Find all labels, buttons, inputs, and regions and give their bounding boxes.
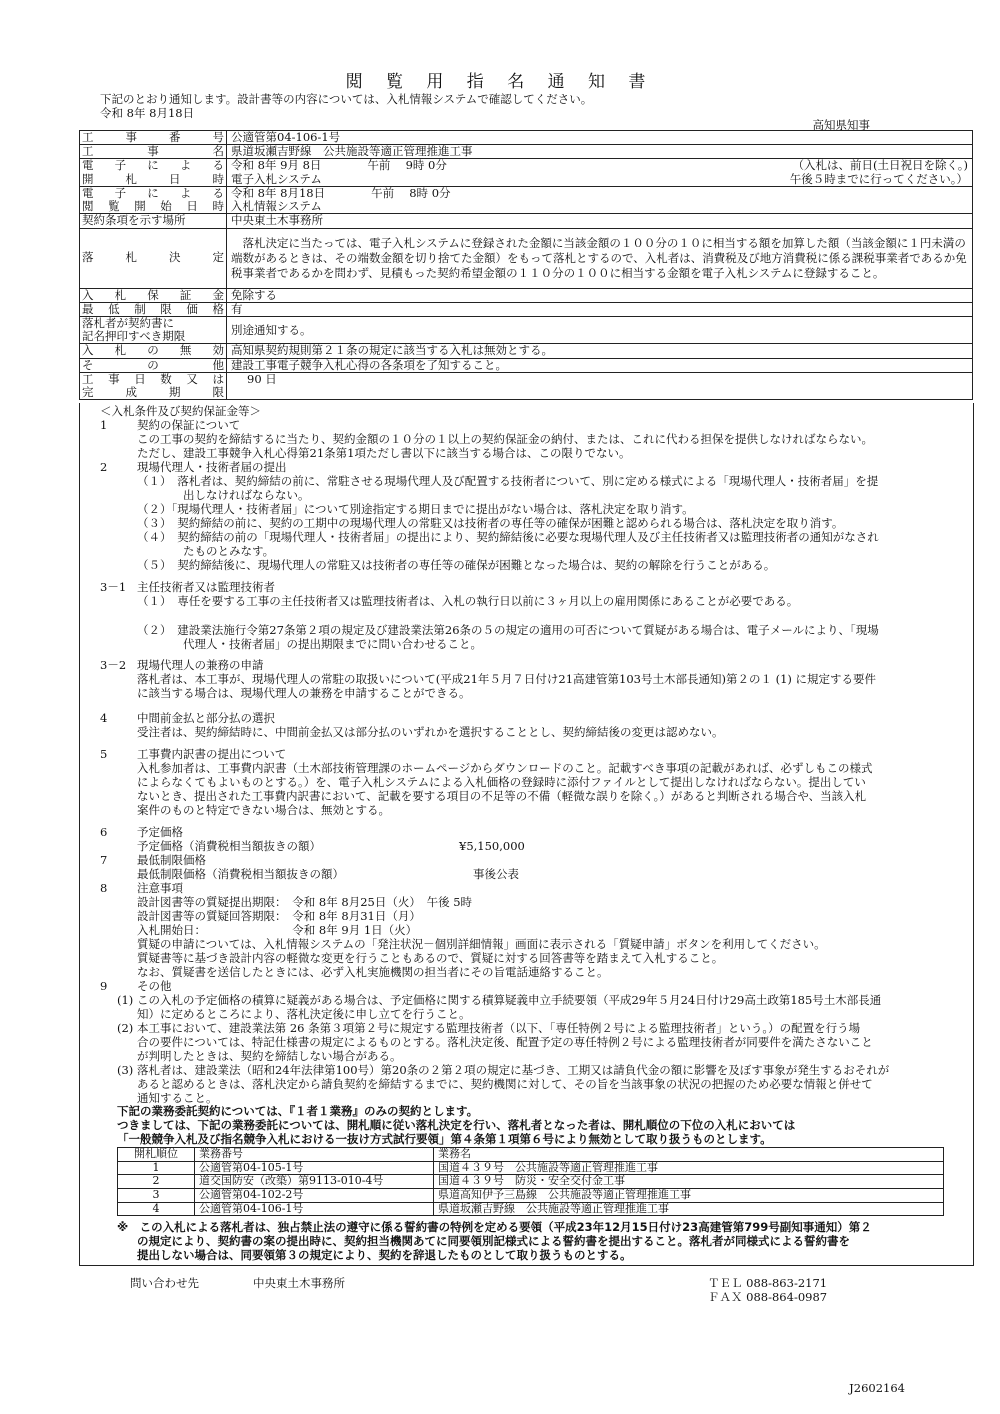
- s6-num: 6: [100, 825, 108, 839]
- label-char: 時: [212, 199, 224, 214]
- s2-item-5: （５） 契約締結後に、現場代理人の常駐又は技術者の専任等の確保が困難となった場合は、契約の解除を行うことがある。: [137, 558, 776, 572]
- name-cell: 国道４３９号 公共施設等適正管理推進工事: [434, 1161, 944, 1175]
- label-char: 覧: [108, 199, 120, 214]
- label-bid-invalid: [80, 344, 227, 358]
- label-char: る: [212, 158, 224, 173]
- th-name: 業務名: [434, 1148, 944, 1162]
- label-work-days: [80, 372, 227, 399]
- bid-invalid: 高知県契約規則第２１条の規定に該当する入札は無効とする。: [227, 344, 973, 358]
- label-char: 札: [114, 343, 127, 358]
- label-char: 証: [179, 287, 192, 302]
- s6-title: 予定価格: [137, 825, 183, 839]
- s5-num: 5: [100, 747, 108, 761]
- s1-num: 1: [100, 418, 108, 432]
- rank-cell: 3: [118, 1188, 195, 1202]
- s5-line-1: 入札参加者は、工事費内訳書（土木部技術管理課のホームページからダウンロードのこと。記載すべき事項の記載があれば、必ずしもこの様式: [137, 761, 873, 775]
- name-cell: 国道４３９号 防災・安全交付金工事: [434, 1175, 944, 1189]
- s8-line-1: 設計図書等の質疑提出期限： 令和 8年 8月25日（火） 午後 5時: [137, 895, 473, 909]
- s9-item-1b: 知）に定めるところにより、落札決定後に申し立てを行うこと。: [137, 1007, 471, 1021]
- s32-num: 3－2: [100, 658, 127, 672]
- bid-deposit: 免除する: [227, 288, 973, 302]
- s9-item-2b: 合の要件については、特記仕様書の規定によるものとする。落札決定後、配置予定の専任特例２号による監理技術者が同要件を満たさないこと: [137, 1035, 873, 1049]
- opening-note-2: 午後５時までに行ってください。）: [789, 171, 968, 186]
- label-char: よ: [179, 158, 192, 173]
- label-char: 数: [160, 371, 172, 386]
- intro-text: 下記のとおり通知します。設計書等の内容については、入札情報システムで確認してください。: [100, 92, 593, 106]
- s9-item-3b: あると認めるときは、落札決定から請負契約を締結するまでに、契約機関に対して、その旨を当該事象の状況の把握のため必要な情報と併せて: [137, 1077, 873, 1091]
- award-decision: 落札決定に当たっては、電子入札システムに登録された金額に当該金額の１００分の１０に相当する額を加算した額（当該金額に１円未満の端数があるときは、その端数金額を切り捨てた金額）をもって落札とするので、入札者は、消費税及び地方消費税に係る課税事業者であるか免税事業者であるかを問わず、見積もった契約希望金額の１１０分の１００に相当する金額を電子入札システムに登録すること。: [227, 228, 973, 288]
- label-construction-number: [80, 131, 227, 145]
- opening-date: 令和 8年 9月 8日 午前 9時 0分: [231, 158, 447, 173]
- s8-line-6: なお、質疑書を送信したときには、必ず入札実施機関の担当者にその旨電話連絡すること。: [137, 965, 609, 979]
- label-char: に: [147, 158, 159, 173]
- label-char: 定: [212, 250, 224, 265]
- label-char: よ: [179, 185, 192, 200]
- s2-title: 現場代理人・技術者届の提出: [137, 460, 287, 474]
- label-char: 格: [212, 301, 224, 316]
- s5-line-3: ないとき、提出された工事費内訳書において、記載を要する項目の不足等の不備（軽微な誤りを除く。）があると判断される場合や、当該入札: [137, 789, 867, 803]
- contract-table: [117, 1147, 944, 1216]
- opening-system: 電子入札システム: [231, 171, 322, 186]
- label-char: 限: [212, 385, 224, 400]
- label-char: 日: [134, 371, 146, 386]
- construction-number: 公適管第04-106-1号: [227, 131, 973, 145]
- label-char: 入: [82, 343, 94, 358]
- s5-line-4: 案件のものと特定できない場合は、無効とする。: [137, 803, 390, 817]
- bold-line-1: 下記の業務委託契約については、『１者１業務』のみの契約とします。: [117, 1104, 479, 1118]
- minimum-price: 有: [227, 302, 973, 316]
- label-char: 事: [108, 371, 120, 386]
- label-char: 子: [114, 185, 127, 200]
- conditions-heading: ＜入札条件及び契約保証金等＞: [100, 404, 261, 418]
- label-char: 最: [82, 301, 94, 316]
- label-minimum-price: [80, 302, 227, 316]
- bold-line-2: つきましては、下記の業務委託については、開札順に従い落札決定を行い、落札者となった者は、開札順位の下位の入札においては: [117, 1118, 796, 1132]
- s8-line-3: 入札開始日： 令和 8年 9月 1日（火）: [137, 923, 418, 937]
- label-char: 閲: [82, 199, 94, 214]
- s9-item-2a: (2) 本工事において、建設業法第 26 条第３項第２号に規定する監理技術者（以下、「専任特例２号による監理技術者」という。）の配置を行う場: [117, 1021, 861, 1035]
- work-days: 90 日: [227, 372, 973, 399]
- label-char: 又: [186, 371, 198, 386]
- s31-item-1: （１） 専任を要する工事の主任技術者又は監理技術者は、入札の執行日以前に３ヶ月以上の雇用関係にあることが必要である。: [137, 594, 799, 608]
- viewing-datetime: [227, 186, 973, 213]
- label-opening-datetime: [80, 159, 227, 186]
- note-line-2: の規定により、契約書の案の提出時に、契約担当機関あてに同要領別記様式による誓約書を提出すること。落札者が同様式による誓約書を: [137, 1234, 850, 1248]
- label-char: 電: [82, 185, 94, 200]
- contact-label: 問い合わせ先: [130, 1276, 199, 1290]
- s1-line-2: ただし、建設工事競争入札心得第21条第1項ただし書以下に該当する場合は、この限りでない。: [137, 446, 631, 460]
- label-char: は: [212, 371, 224, 386]
- s2-item-4a: （４） 契約締結の前の「現場代理人・技術者届」の提出により、契約締結後に必要な現場代理人及び主任技術者又は監理技術者の通知がなされ: [137, 530, 879, 544]
- label-char: 号: [212, 130, 224, 144]
- s31-item-2b: 代理人・技術者届」の提出期限までに問い合わせること。: [183, 637, 482, 651]
- label-char: そ: [82, 357, 94, 372]
- label-char: 事: [147, 144, 159, 159]
- label-char: 札: [125, 250, 137, 265]
- rank-cell: 2: [118, 1175, 195, 1189]
- rank-cell: 1: [118, 1161, 195, 1175]
- label-char: 保: [147, 287, 159, 302]
- label-char: 子: [114, 158, 127, 173]
- s9-title: その他: [137, 979, 172, 993]
- name-cell: 県道高知伊予三島線 公共施設等適正管理推進工事: [434, 1188, 944, 1202]
- s1-title: 契約の保証について: [137, 418, 241, 432]
- number-cell: 道交国防安（改築）第9113-010-4号: [195, 1175, 434, 1189]
- s31-item-2a: （２） 建設業法施行令第27条第２項の規定及び建設業法第26条の５の規定の適用の可否について質疑がある場合は、電子メールにより、「現場: [137, 623, 879, 637]
- document-code: J2602164: [849, 1381, 905, 1395]
- label-viewing-datetime: [80, 186, 227, 213]
- opening-note-1: （入札は、前日(土日祝日を除く。): [792, 158, 968, 173]
- s4-num: 4: [100, 711, 108, 725]
- s8-num: 8: [100, 881, 108, 895]
- label-char: 始: [160, 199, 172, 214]
- s2-item-1a: （１） 落札者は、契約締結の前に、常駐させる現場代理人及び配置する技術者について、別に定める様式による「現場代理人・技術者届」を提: [137, 474, 879, 488]
- s8-line-2: 設計図書等の質疑回答期限： 令和 8年 8月31日（月）: [137, 909, 421, 923]
- label-char: 金: [212, 287, 224, 302]
- s8-title: 注意事項: [137, 881, 183, 895]
- label-char: 無: [179, 343, 192, 358]
- th-number: 業務番号: [195, 1148, 434, 1162]
- s8-line-5: 質疑書等に基づき設計内容の軽微な変更を行うこともあるので、質疑に対する回答書等を踏まえて入札すること。: [137, 951, 724, 965]
- issuer: 高知県知事: [812, 118, 870, 132]
- s2-item-2: （２）「現場代理人・技術者届」について別途指定する期日までに提出がない場合は、落札決定を取り消す。: [137, 502, 694, 516]
- s9-num: 9: [100, 979, 108, 993]
- label-char: 時: [212, 171, 224, 186]
- contract-location: 中央東土木事務所: [227, 214, 973, 228]
- document-title: 閲 覧 用 指 名 通 知 書: [345, 72, 655, 92]
- table-row: [118, 1161, 944, 1175]
- s7-num: 7: [100, 853, 108, 867]
- s1-line-1: この工事の契約を締結するに当たり、契約金額の１０分の１以上の契約保証金の納付、または、これに代わる担保を提供しなければならない。: [137, 432, 873, 446]
- label-construction-name: [80, 145, 227, 159]
- s7-title: 最低制限価格: [137, 853, 206, 867]
- contact-office: 中央東土木事務所: [253, 1276, 345, 1290]
- s2-item-4b: たものとみなす。: [183, 544, 275, 558]
- label-char: 事: [125, 130, 137, 144]
- other: 建設工事電子競争入札心得の各条項を了知すること。: [227, 358, 973, 372]
- label-award-decision: [80, 228, 227, 288]
- s2-num: 2: [100, 460, 108, 474]
- label-char: 日: [169, 171, 181, 186]
- issue-date: 令和 8年 8月18日: [100, 106, 195, 120]
- label-char: 工: [82, 144, 94, 159]
- label-char: 工: [82, 130, 94, 144]
- label-char: 他: [212, 357, 224, 372]
- table-row: [118, 1202, 944, 1216]
- label-char: の: [147, 357, 159, 372]
- s9-item-3a: (3) 落札者は、建設業法（昭和24年法律第100号）第20条の２第２項の規定に基づき、工期又は請負代金の額に影響を及ぼす事象が発生するおそれが: [117, 1063, 890, 1077]
- label-char: 開: [82, 171, 94, 186]
- viewing-date: 令和 8年 8月18日 午前 8時 0分: [231, 185, 451, 200]
- label-char: 低: [108, 301, 120, 316]
- s31-title: 主任技術者又は監理技術者: [137, 580, 275, 594]
- label-char: 番: [169, 130, 181, 144]
- table-row: [118, 1175, 944, 1189]
- label-char: 効: [212, 343, 224, 358]
- s9-item-2c: が判明したときは、契約を締結しない場合がある。: [137, 1049, 402, 1063]
- s5-title: 工事費内訳書の提出について: [137, 747, 287, 761]
- contact-fax: ＦＡＸ 088-864-0987: [708, 1290, 828, 1304]
- label-char: 落: [82, 250, 94, 265]
- s2-item-1b: 出しなければならない。: [183, 488, 310, 502]
- label-char: 工: [82, 371, 94, 386]
- s4-title: 中間前金払と部分払の選択: [137, 711, 275, 725]
- s8-line-4: 質疑の申請については、入札情報システムの「発注状況－個別詳細情報」画面に表示される「質疑申請」ボタンを利用してください。: [137, 937, 826, 951]
- signing-deadline: 別途通知する。: [227, 316, 973, 343]
- note-line-1: ※ この入札による落札者は、独占禁止法の遵守に係る誓約書の特例を定める要領（平成23年12月15日付け23高建管第799号副知事通知）第２: [117, 1220, 872, 1234]
- label-signing-deadline: 落札者が契約書に 記名押印すべき期限: [80, 316, 227, 343]
- label-char: 期: [169, 385, 181, 400]
- label-char: に: [147, 185, 159, 200]
- info-table: [79, 130, 973, 400]
- s32-line-1: 落札者は、本工事が、現場代理人の常駐の取扱いについて(平成21年５月７日付け21高建管第103号土木部長通知)第２の１ (1) に規定する要件: [137, 672, 877, 686]
- note-line-3: 提出しない場合は、同要領第３の規定により、契約を辞退したものとして取り扱うものとする。: [137, 1248, 632, 1262]
- number-cell: 公適管第04-106-1号: [195, 1202, 434, 1216]
- contact-tel: ＴＥＬ 088-863-2171: [708, 1276, 828, 1290]
- number-cell: 公適管第04-102-2号: [195, 1188, 434, 1202]
- s9-item-1a: (1) この入札の予定価格の積算に疑義がある場合は、予定価格に関する積算疑義申立手続要領（平成29年５月24日付け29高土政第185号土木部長通: [117, 993, 882, 1007]
- s2-item-3: （３） 契約締結の前に、契約の工期中の現場代理人の常駐又は技術者の専任等の確保が困難と認められる場合は、落札決定を取り消す。: [137, 516, 844, 530]
- label-other: [80, 358, 227, 372]
- th-rank: 開札順位: [118, 1148, 195, 1162]
- label-char: 日: [186, 199, 198, 214]
- name-cell: 県道坂瀬吉野線 公共施設等適正管理推進工事: [434, 1202, 944, 1216]
- s9-item-3c: 通知すること。: [137, 1091, 218, 1105]
- label-char: 限: [160, 301, 172, 316]
- s32-title: 現場代理人の兼務の申請: [137, 658, 264, 672]
- table-row: [118, 1188, 944, 1202]
- label-char: 入: [82, 287, 94, 302]
- s6-value: ¥5,150,000: [459, 839, 525, 853]
- s5-line-2: によらなくてもよいものとする。）を、電子入札システムによる入札価格の登録時に添付ファイルとして提出しなければならない。提出してい: [137, 775, 866, 789]
- label-char: 完: [82, 385, 94, 400]
- number-cell: 公適管第04-105-1号: [195, 1161, 434, 1175]
- s7-value: 事後公表: [473, 867, 519, 881]
- s6-line-1: 予定価格（消費税相当額抜きの額）: [137, 839, 321, 853]
- rank-cell: 4: [118, 1202, 195, 1216]
- label-char: 決: [169, 250, 181, 265]
- opening-datetime: [227, 159, 973, 186]
- label-char: 電: [82, 158, 94, 173]
- label-char: 名: [212, 144, 224, 159]
- label-char: 成: [125, 385, 137, 400]
- label-bid-deposit: [80, 288, 227, 302]
- label-char: 札: [125, 171, 137, 186]
- s31-num: 3－1: [100, 580, 127, 594]
- construction-name: 県道坂瀬吉野線 公共施設等適正管理推進工事: [227, 145, 973, 159]
- label-char: 札: [114, 287, 127, 302]
- label-contract-location: 契約条項を示す場所: [80, 214, 227, 228]
- s32-line-2: に該当する場合は、現場代理人の兼務を申請することができる。: [137, 686, 471, 700]
- label-char: 制: [134, 301, 146, 316]
- viewing-system: 入札情報システム: [231, 199, 322, 214]
- bold-line-3: 「一般競争入札及び指名競争入札における一抜け方式試行要領」第４条第１項第６号により無効として取り扱うものとします。: [117, 1132, 772, 1146]
- label-char: 価: [186, 301, 198, 316]
- label-char: の: [147, 343, 159, 358]
- s7-line-1: 最低制限価格（消費税相当額抜きの額）: [137, 867, 344, 881]
- label-char: る: [212, 185, 224, 200]
- label-char: 開: [134, 199, 146, 214]
- s4-line-1: 受注者は、契約締結時に、中間前金払又は部分払のいずれかを選択することとし、契約締結後の変更は認めない。: [137, 725, 724, 739]
